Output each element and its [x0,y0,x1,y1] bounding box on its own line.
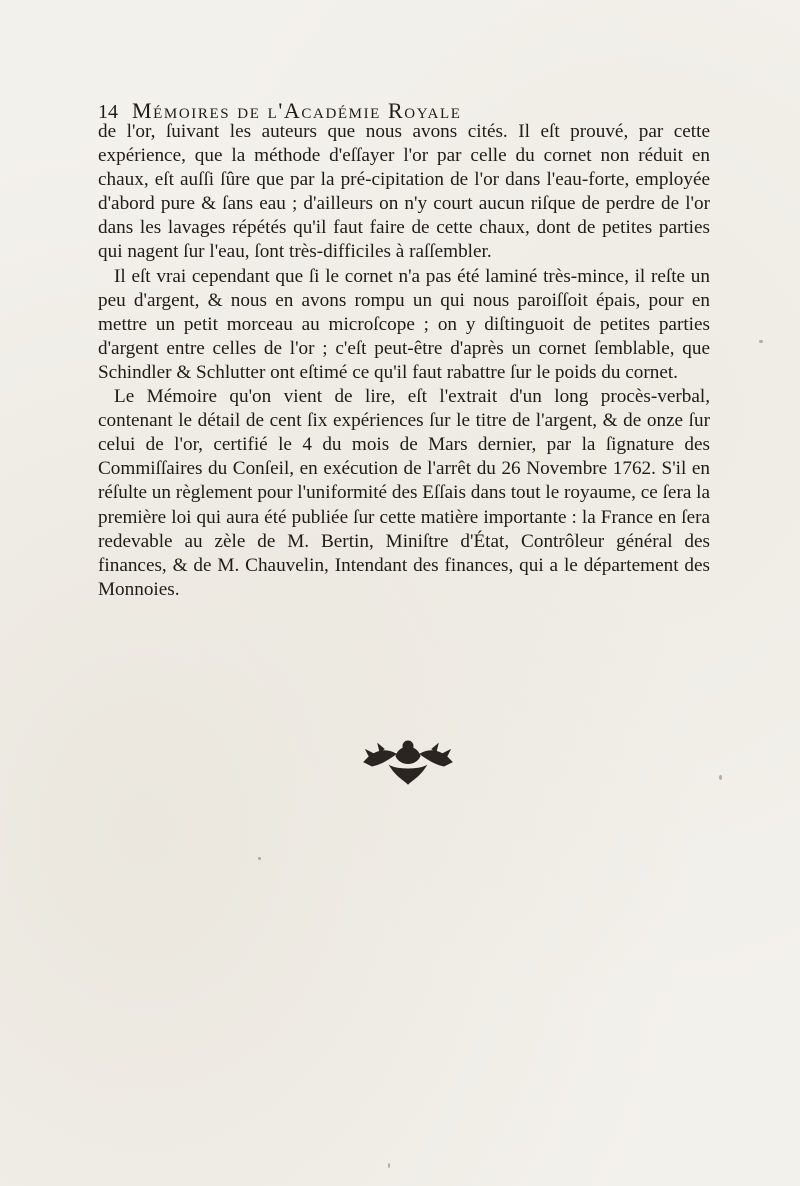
running-head: Mémoires de l'Académie Royale [132,98,462,123]
paragraph: Il eſt vrai cependant que ſi le cornet n'a pas été laminé très-mince, il reſte un peu d'argent, & nous en avons rompu un qui nous paroiſſoit épais, pour en mettre un petit morceau au microſcope ; on y diſtinguoit de petites parties d'argent entre celles de l'or ; c'eſt peut-être d'après un cornet ſemblable, que Schindler & Schlutter ont eſtimé ce qu'il faut rabattre ſur le poids du cornet. [98,265,710,383]
ink-speck [388,1163,390,1168]
paragraph: Le Mémoire qu'on vient de lire, eſt l'extrait d'un long procès-verbal, contenant le détail de cent ſix expériences ſur le titre de l'argent, & de onze ſur celui de l'or, certifié le 4 du mois de Mars dernier, par la ſignature des Commiſſaires du Conſeil, en exécution de l'arrêt du 26 Novembre 1762. S'il en réſulte un règlement pour l'uniformité des Eſſais dans tout le royaume, ce ſera la première loi qui aura été publiée ſur cette matière importante : la France en ſera redevable au zèle de M. Bertin, Miniſtre d'État, Contrôleur général des finances, & de M. Chauvelin, Intendant des finances, qui a le département des Monnoies. [98,386,710,600]
ink-speck [759,340,763,343]
ink-speck [719,775,722,780]
ink-speck [258,857,261,860]
paragraph: de l'or, ſuivant les auteurs que nous avons cités. Il eſt prouvé, par cette expérience, que la méthode d'eſſayer l'or par celle du cornet non réduit en chaux, eſt auſſi ſûre que par la pré-cipitation de l'or dans l'eau-forte, employée d'abord pure & ſans eau ; d'ailleurs on n'y court aucun riſque de perdre de l'or dans les lavages répétés qu'il faut faire de cette chaux, dont de petites parties qui nagent ſur l'eau, ſont très-difficiles à raſſembler. [98,121,710,263]
body-text [98,120,710,602]
page-number: 14 [98,101,118,123]
fleuron-tailpiece-icon [360,736,456,786]
